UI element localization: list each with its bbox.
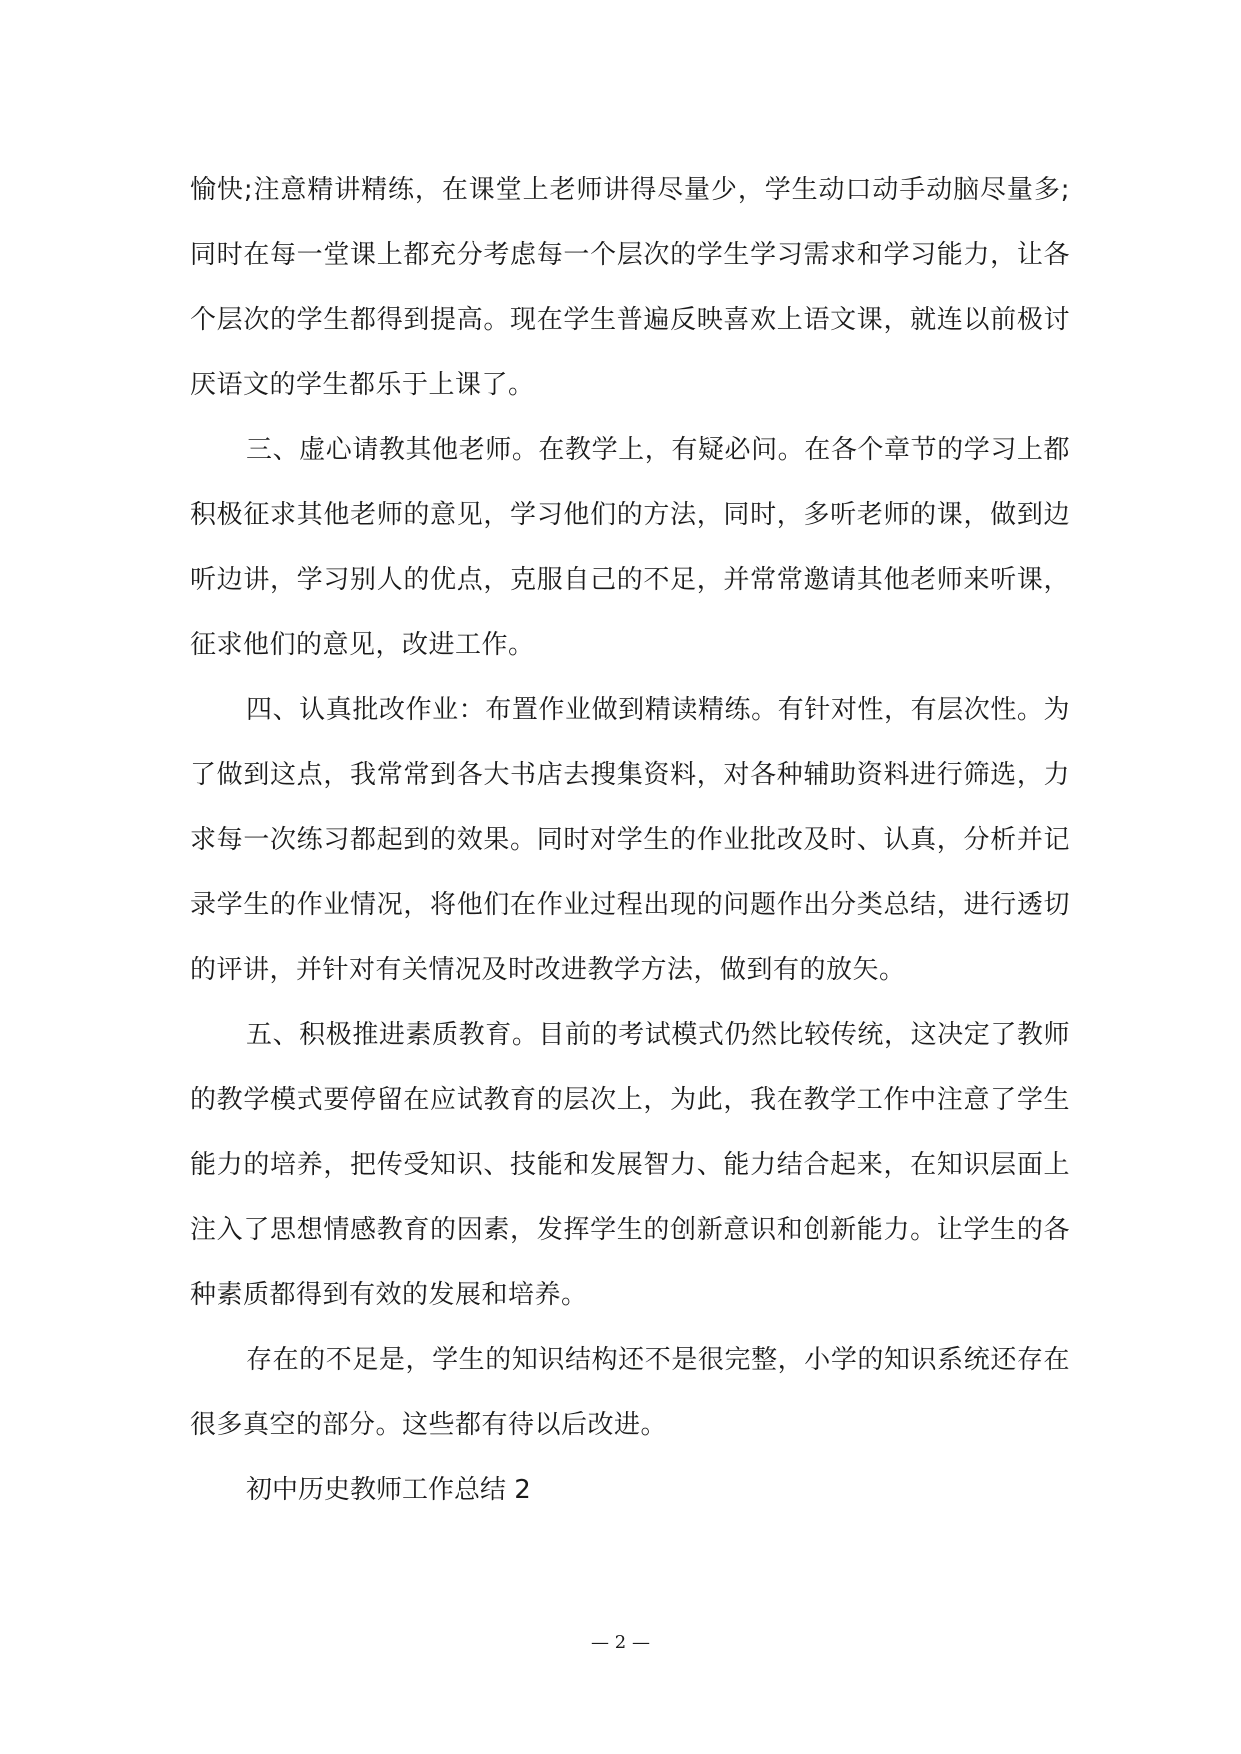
- document-body: [190, 158, 1070, 1523]
- paragraph-consult-teachers: 三、虚心请教其他老师。在教学上，有疑必问。在各个章节的学习上都积极征求其他老师的意见，学习他们的方法，同时，多听老师的课，做到边听边讲，学习别人的优点，克服自己的不足，并常常邀请其他老师来听课，征求他们的意见，改进工作。: [190, 435, 1070, 660]
- page-number: — 2 —: [591, 1632, 650, 1653]
- section-heading: 初中历史教师工作总结 2: [246, 1475, 531, 1505]
- paragraph-homework: 四、认真批改作业：布置作业做到精读精练。有针对性，有层次性。为了做到这点，我常常到各大书店去搜集资料，对各种辅助资料进行筛选，力求每一次练习都起到的效果。同时对学生的作业批改及时、认真，分析并记录学生的作业情况，将他们在作业过程出现的问题作出分类总结，进行透切的评讲，并针对有关情况及时改进教学方法，做到有的放矢。: [190, 695, 1070, 985]
- paragraph-shortcomings: 存在的不足是，学生的知识结构还不是很完整，小学的知识系统还存在很多真空的部分。这些都有待以后改进。: [190, 1345, 1070, 1440]
- paragraph-quality-education: 五、积极推进素质教育。目前的考试模式仍然比较传统，这决定了教师的教学模式要停留在应试教育的层次上，为此，我在教学工作中注意了学生能力的培养，把传受知识、技能和发展智力、能力结合起来，在知识层面上注入了思想情感教育的因素，发挥学生的创新意识和创新能力。让学生的各种素质都得到有效的发展和培养。: [190, 1020, 1070, 1310]
- paragraph-continuation: 愉快;注意精讲精练，在课堂上老师讲得尽量少，学生动口动手动脑尽量多;同时在每一堂课上都充分考虑每一个层次的学生学习需求和学习能力，让各个层次的学生都得到提高。现在学生普遍反映喜欢上语文课，就连以前极讨厌语文的学生都乐于上课了。: [190, 175, 1070, 400]
